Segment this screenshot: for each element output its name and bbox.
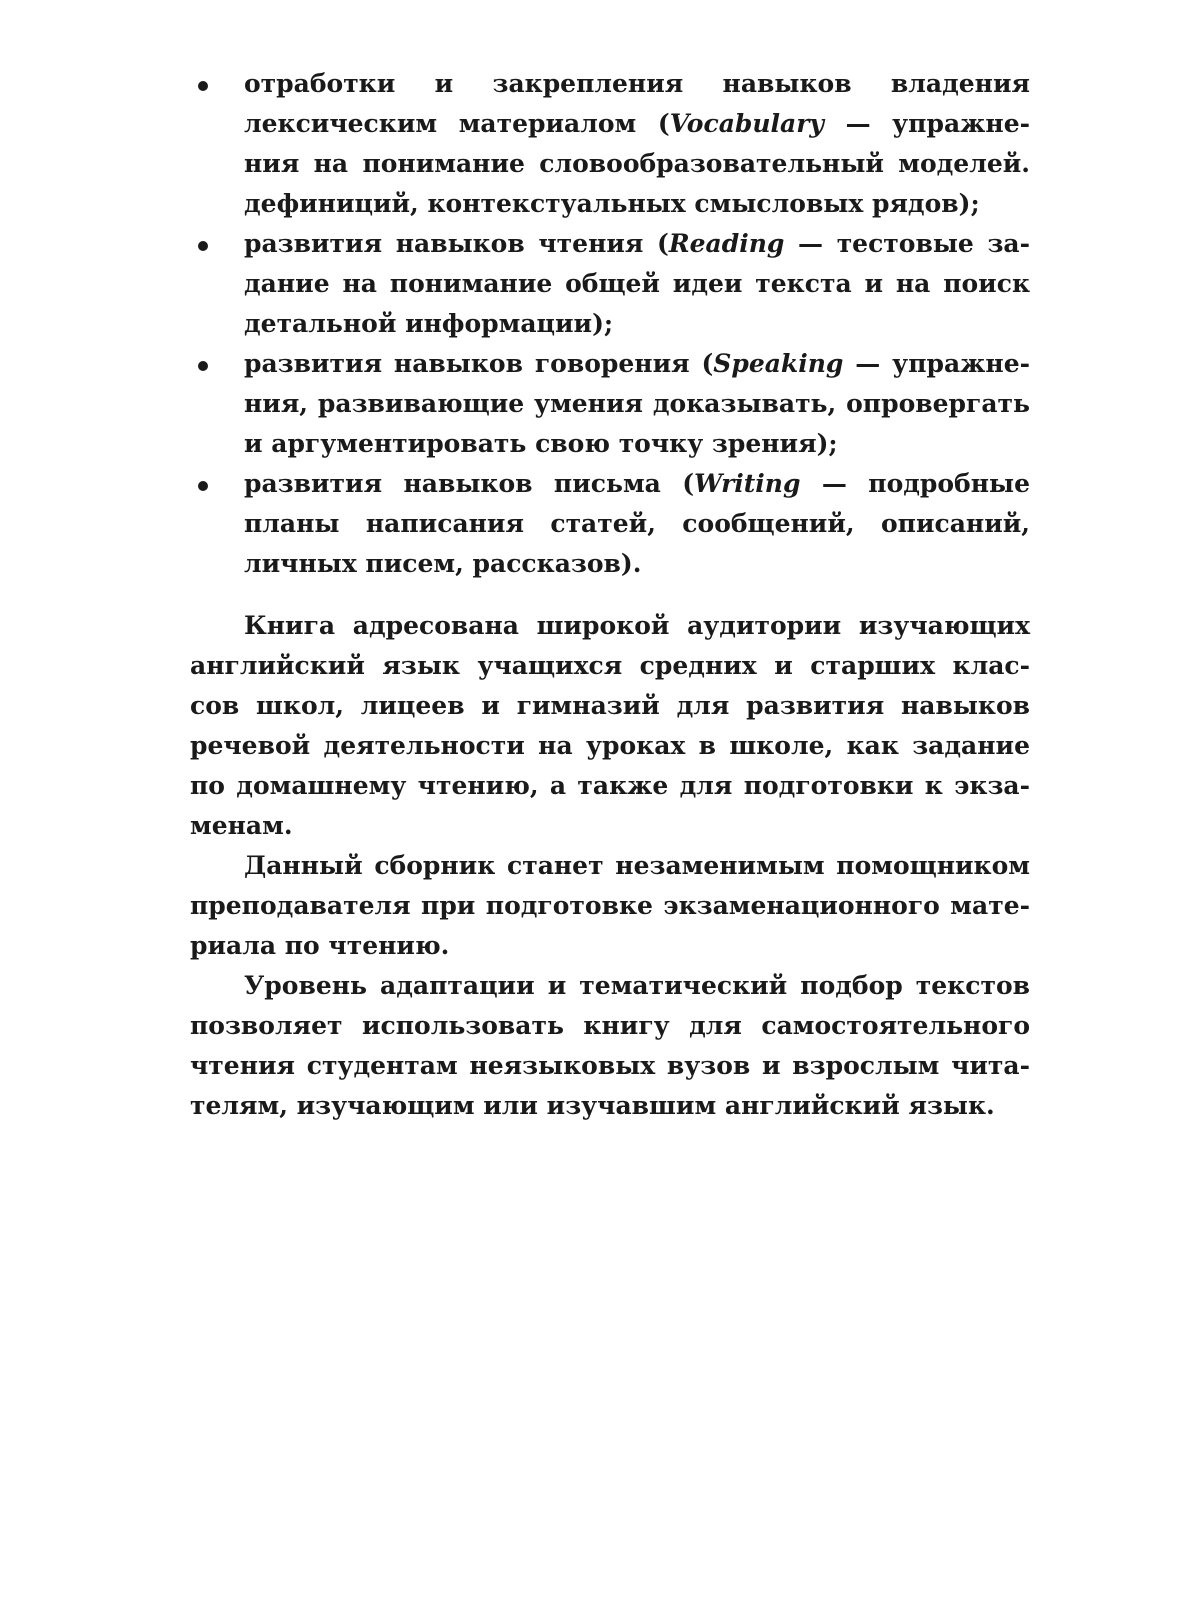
text-line: дефиниций, контекстуальных смысловых рядов);	[244, 189, 980, 218]
text-line: преподавателя при подготовке экзаменационного мате-	[190, 891, 1030, 920]
text-line: телям, изучающим или изучавшим английский язык.	[190, 1091, 995, 1120]
text-line: ния, развивающие умения доказывать, опровергать	[244, 389, 1030, 418]
paragraph-adaptation	[190, 966, 1030, 1126]
text-line: риала по чтению.	[190, 931, 450, 960]
text-line: лексическим материалом (Vocabulary — упражне-	[244, 109, 1030, 138]
paragraph-teacher	[190, 846, 1030, 966]
bullet-icon	[198, 361, 208, 371]
text-line: личных писем, рассказов).	[244, 549, 642, 578]
body-paragraphs	[190, 606, 1030, 1126]
text-line: Уровень адаптации и тематический подбор текстов	[244, 971, 1030, 1000]
text-line: и аргументировать свою точку зрения);	[244, 429, 838, 458]
skills-bullet-list	[190, 64, 1030, 584]
text-line: развития навыков говорения (Speaking — упражне-	[244, 349, 1030, 378]
text-line: развития навыков письма (Writing — подробные	[244, 469, 1031, 498]
text-line: дание на понимание общей идеи текста и на поиск	[244, 269, 1030, 298]
text-line: позволяет использовать книгу для самостоятельного	[190, 1011, 1030, 1040]
text-line: английский язык учащихся средних и старших клас-	[190, 651, 1030, 680]
text-line: Данный сборник станет незаменимым помощником	[244, 851, 1030, 880]
text-line: сов школ, лицеев и гимназий для развития навыков	[190, 691, 1030, 720]
bullet-speaking	[190, 344, 1030, 464]
text-line: отработки и закрепления навыков владения	[244, 69, 1030, 98]
text-line: по домашнему чтению, а также для подготовки к экза-	[190, 771, 1030, 800]
bullet-icon	[198, 81, 208, 91]
bullet-icon	[198, 241, 208, 251]
text-line: ния на понимание словообразовательный моделей.	[244, 149, 1030, 178]
text-line: менам.	[190, 811, 293, 840]
bullet-vocabulary	[190, 64, 1030, 224]
text-line: Книга адресована широкой аудитории изучающих	[244, 611, 1030, 640]
text-line: развития навыков чтения (Reading — тестовые за-	[244, 229, 1030, 258]
text-line: речевой деятельности на уроках в школе, как задание	[190, 731, 1030, 760]
text-line: планы написания статей, сообщений, описаний,	[244, 509, 1030, 538]
paragraph-audience	[190, 606, 1030, 846]
text-line: детальной информации);	[244, 309, 614, 338]
bullet-writing	[190, 464, 1030, 584]
bullet-icon	[198, 481, 208, 491]
text-line: чтения студентам неязыковых вузов и взрослым чита-	[190, 1051, 1030, 1080]
bullet-reading	[190, 224, 1030, 344]
